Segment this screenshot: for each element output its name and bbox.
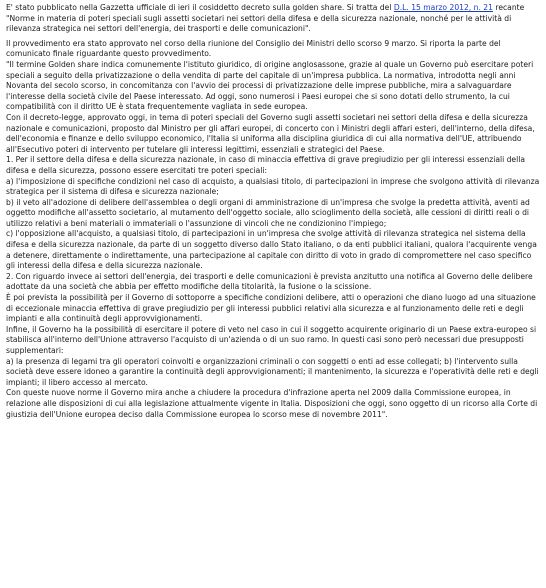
intro-text-end: recante "Norme in materia di poteri speciali sugli assetti societari nei settori della difesa e della sicurezza nazionale, nonché per le attività di rilevanza strategica nei settori dell'energia, dei trasporti e delle comunicazioni". <box>6 3 525 34</box>
intro-paragraph <box>6 3 540 35</box>
decree-link[interactable]: D.L. 15 marzo 2012, n. 21 <box>393 3 493 12</box>
veto-paragraph: Infine, il Governo ha la possibilità di esercitare il potere di veto nel caso in cui il soggetto acquirente originario di un Paese extra-europeo si stabilisca all'interno dell'Unione attraverso l'acquisto di un'azienda o di un suo ramo. In questi casi sono però necessari due presupposti supplementari: <box>6 324 537 355</box>
infringement-paragraph: Con queste nuove norme il Governo mira anche a chiudere la procedura d'infrazione aperta nel 2009 dalla Commissione europea, in relazione alle disposizioni di cui alla legislazione attualmente vigente in Italia. Disposizioni che oggi, sono oggetto di un ricorso alla Corte di giustizia dell'Unione europea deciso dalla Commissione europea lo scorso mese di novembre 2011". <box>6 388 538 419</box>
intro-text-start: E' stato pubblicato nella Gazzetta ufficiale di ieri il cosiddetto decreto sulla golden share. Si tratta del <box>6 3 394 12</box>
golden-share-paragraph: "Il termine Golden share indica comunemente l'istituto giuridico, di origine anglosassone, grazie al quale un Governo può esercitare poteri speciali a seguito della privatizzazione o della vendita di parte del capitale di un'impresa pubblica. La normativa, introdotta negli anni Novanta del secolo scorso, in concomitanza con l'avvio dei processi di privatizzazione delle imprese pubbliche, mira a salvaguardare l'interesse della società civile del Paese interessato. Ad oggi, sono numerosi i Paesi europei che si sono dotati dello strumento, la cui compatibilità con il diritto UE è stata frequentemente vagliata in sede europea. <box>6 59 534 112</box>
energy-sector-paragraph: 2. Con riguardo invece ai settori dell'energia, dei trasporti e delle comunicazioni è prevista anzitutto una notifica al Governo delle delibere adottate da una società che abbia per effetto modifiche della titolarità, la fusione o la scissione. <box>6 271 533 292</box>
approval-paragraph: Il provvedimento era stato approvato nel corso della riunione del Consiglio dei Ministri dello scorso 9 marzo. Si riporta la parte del comunicato finale riguardante questo provvedimento. <box>6 38 501 59</box>
decree-paragraph: Con il decreto-legge, approvato oggi, in tema di poteri speciali del Governo sugli assetti societari nei settori della difesa e della sicurezza nazionale e comunicazioni, proposto dal Ministro per gli affari europei, di concerto con i Ministri degli affari esteri, dell'interno, della difesa, dell'economia e finanze e dello sviluppo economico, l'Italia si uniforma alla disciplina giuridica di cui alla normativa dell'UE, attribuendo all'Esecutivo poteri di intervento per tutelare gli interessi legittimi, essenziali e strategici del Paese. <box>6 112 535 154</box>
power-b-paragraph: b) il veto all'adozione di delibere dell'assemblea o degli organi di amministrazione di un'impresa che svolge la predetta attività, aventi ad oggetto modifiche all'assetto societario, al mutamento dell'oggetto sociale, allo scioglimento della società, alle cessioni di diritti reali o di utilizzo relativi a beni materiali o immateriali o l'assunzione di vincoli che ne condizionino l'impiego; <box>6 197 530 228</box>
defense-powers-paragraph: 1. Per il settore della difesa e della sicurezza nazionale, in caso di minaccia effettiva di grave pregiudizio per gli interessi essenziali della difesa e della sicurezza, possono essere esercitati tre poteri speciali: <box>6 155 525 175</box>
conditions-paragraph: È poi prevista la possibilità per il Governo di sottoporre a specifiche condizioni delibere, atti o operazioni che diano luogo ad una situazione di eccezionale minaccia effettiva di grave pregiudizio per gli interessi pubblici relativi alla sicurezza e al funzionamento delle reti e degli impianti e alla continuità degli approvvigionamenti. <box>6 293 536 324</box>
power-c-paragraph: c) l'opposizione all'acquisto, a qualsiasi titolo, di partecipazioni in un'impresa che svolge attività di rilevanza strategica nel sistema della difesa e della sicurezza nazionale, da parte di un soggetto diverso dallo Stato italiano, o da enti pubblici italiani, qualora l'acquirente venga a detenere, direttamente o indirettamente, una partecipazione al capitale con diritto di voto in grado di compromettere nel caso specifico gli interessi della difesa e della sicurezza nazionale. <box>6 229 537 271</box>
power-a-paragraph: a) l'imposizione di specifiche condizioni nel caso di acquisto, a qualsiasi titolo, di partecipazioni in imprese che svolgono attività di rilevanza strategica per il sistema di difesa e sicurezza nazionale; <box>6 176 540 197</box>
prerequisites-paragraph: a) la presenza di legami tra gli operatori coinvolti e organizzazioni criminali o con soggetti o enti ad esse collegati; b) l'intervento sulla società deve essere idoneo a garantire la continuità degli approvvigionamenti; il mantenimento, la sicurezza e l'operatività delle reti e degli impianti; il libero accesso al mercato. <box>6 356 539 387</box>
